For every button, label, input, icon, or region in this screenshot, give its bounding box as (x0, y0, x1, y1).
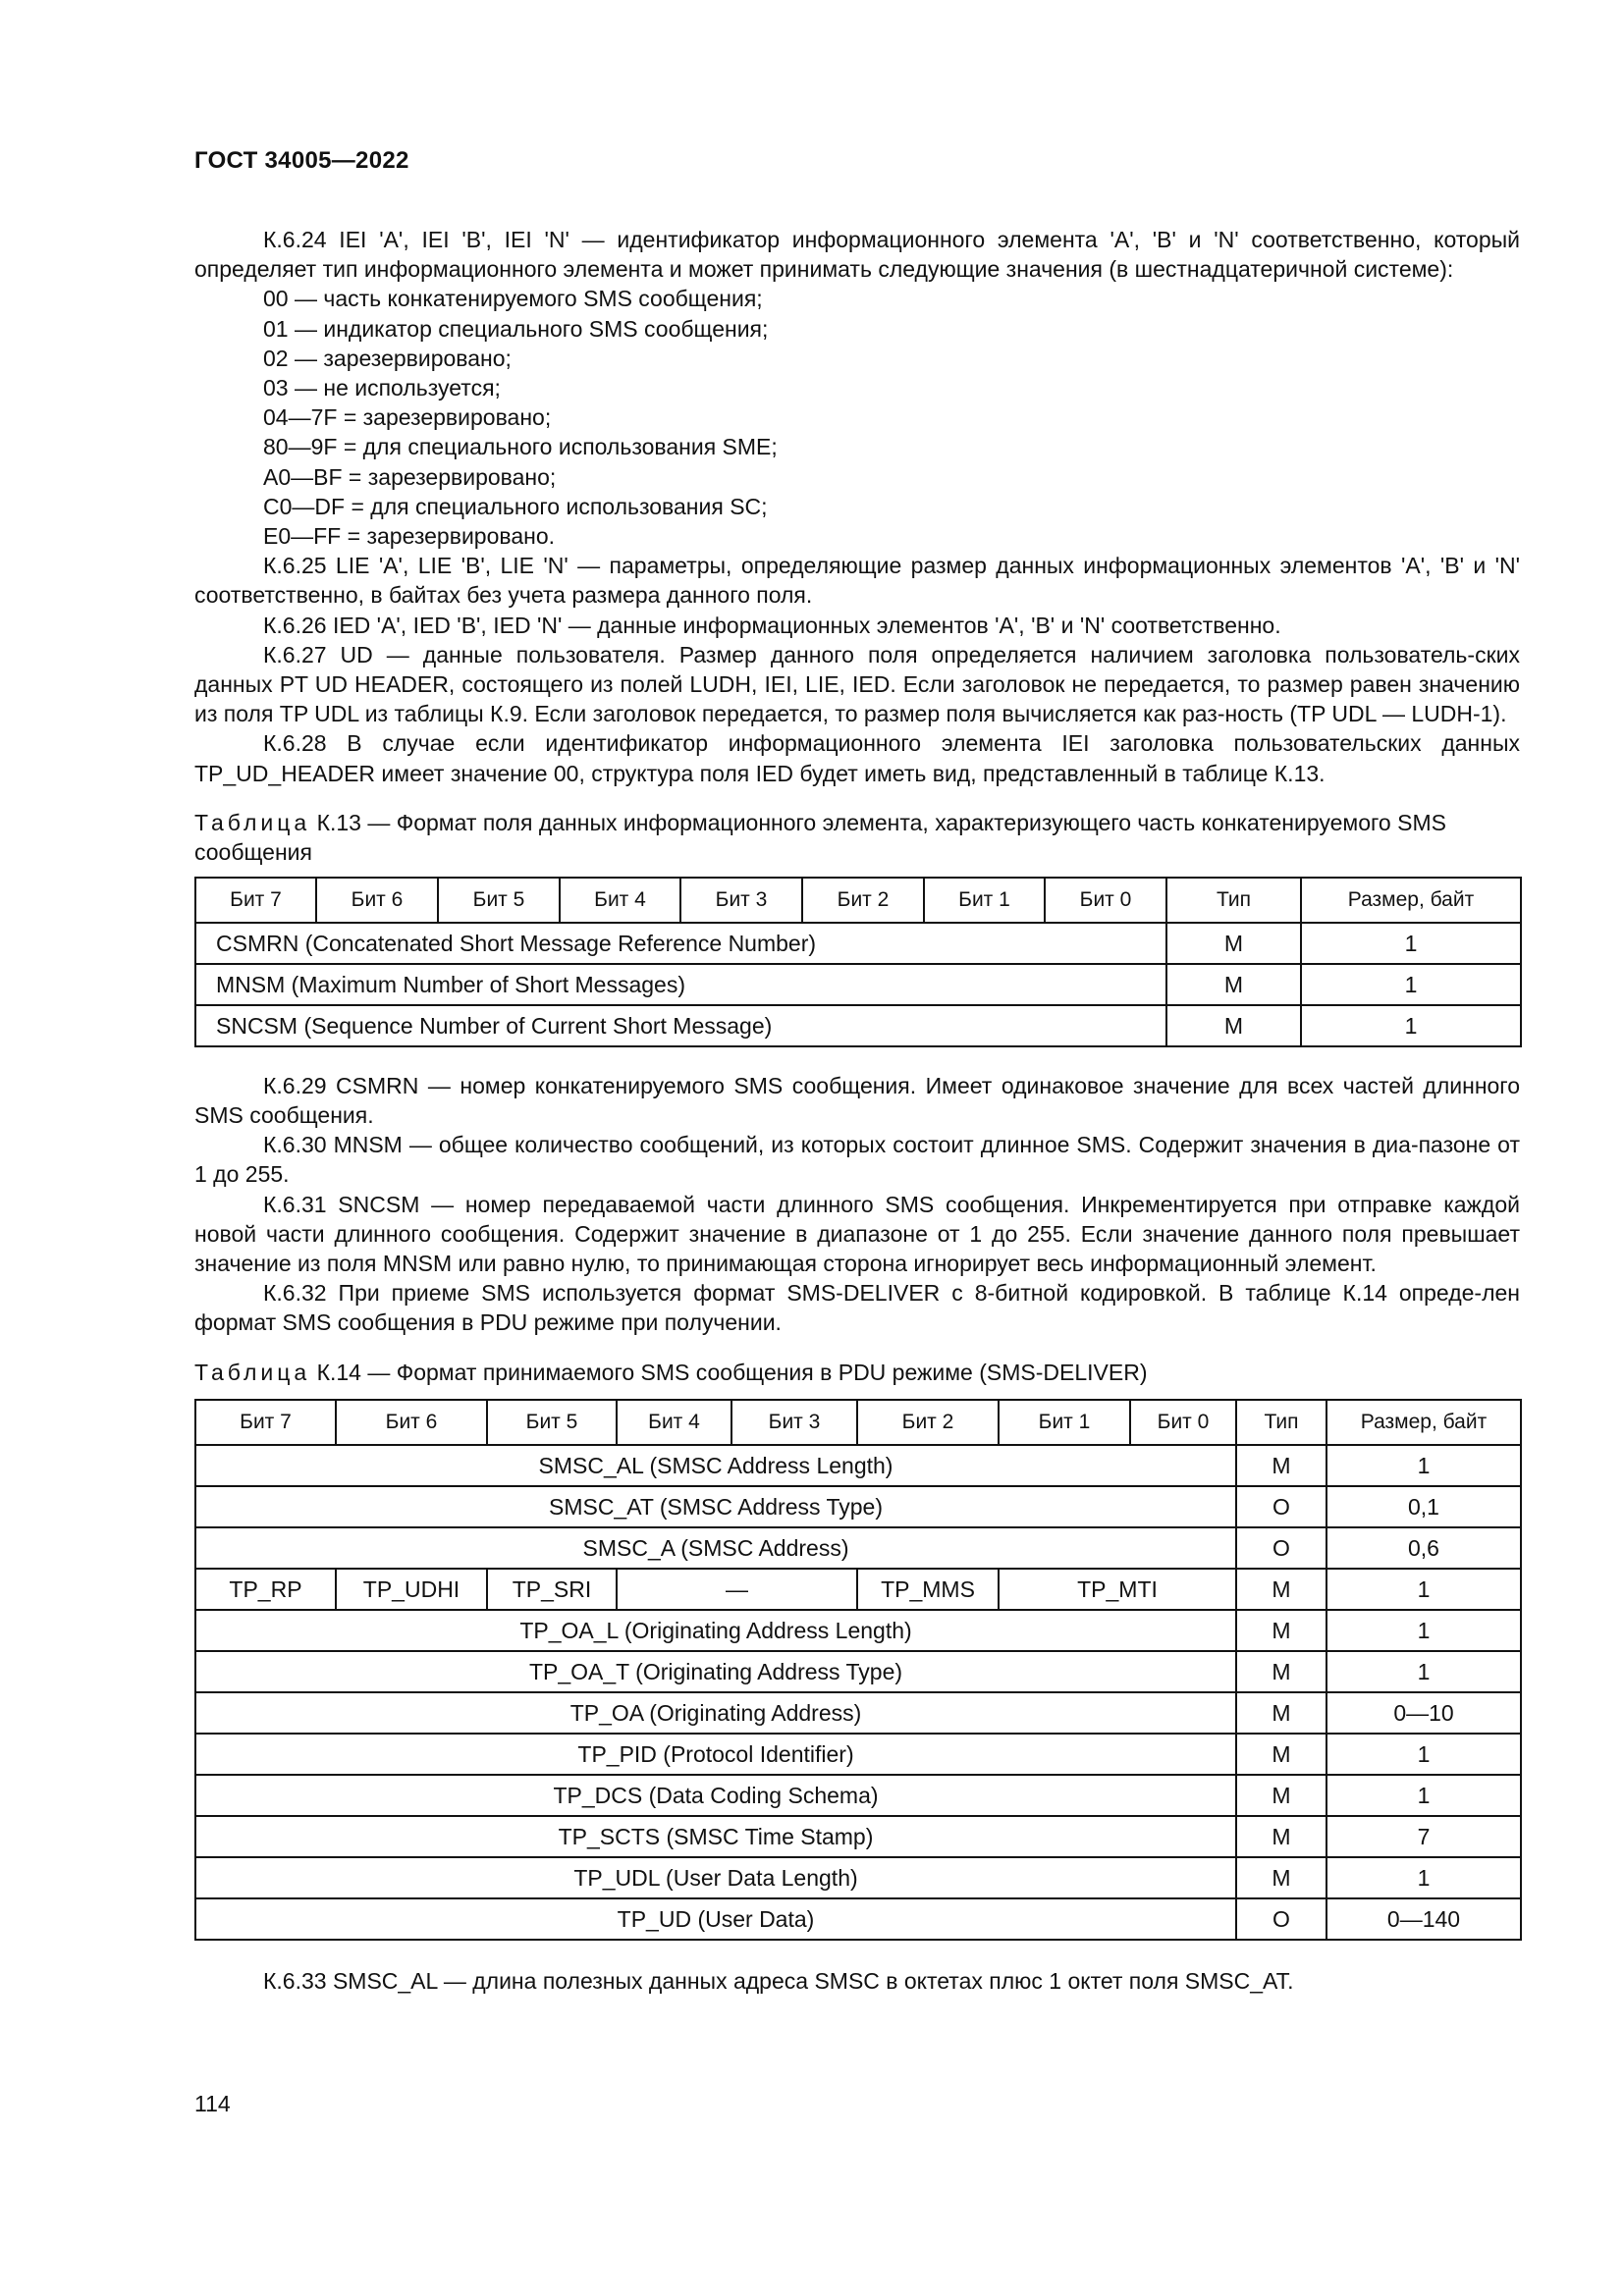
paragraph: К.6.29 CSMRN — номер конкатенируемого SMS сообщения. Имеет одинаковое значение для всех частей длинного SMS сообщения. (194, 1072, 1520, 1129)
document-body (194, 225, 1520, 1996)
table-13 (194, 877, 1522, 1047)
type-cell: M (1236, 1692, 1326, 1734)
paragraph: К.6.26 IED 'A', IED 'B', IED 'N' — данные информационных элементов 'A', 'B' и 'N' соответственно. (263, 612, 1281, 638)
table-row (195, 1816, 1521, 1857)
header-cell: Бит 5 (487, 1400, 617, 1445)
type-cell: O (1236, 1898, 1326, 1940)
size-cell: 7 (1326, 1816, 1521, 1857)
table-header-row (195, 1400, 1521, 1445)
header-cell: Бит 7 (195, 1400, 336, 1445)
table-row (195, 1610, 1521, 1651)
type-cell: M (1166, 923, 1301, 964)
type-cell: M (1236, 1734, 1326, 1775)
size-cell: 1 (1326, 1775, 1521, 1816)
table-row (195, 1527, 1521, 1569)
page-number: 114 (194, 2091, 231, 2116)
list-item: A0—BF = зарезервировано; (263, 463, 557, 490)
list-item: 03 — не используется; (263, 375, 501, 401)
size-cell: 1 (1326, 1857, 1521, 1898)
section-top-text (194, 225, 1520, 788)
bit-field-cell: TP_UDHI (336, 1569, 487, 1610)
type-cell: M (1236, 1445, 1326, 1486)
paragraph: К.6.33 SMSC_AL — длина полезных данных адреса SMSC в октетах плюс 1 октет поля SMSC_AT. (263, 1967, 1294, 1994)
table-row (195, 1486, 1521, 1527)
table-row (195, 1005, 1521, 1046)
size-cell: 1 (1326, 1445, 1521, 1486)
table-14 (194, 1399, 1522, 1941)
bit-field-cell: TP_MMS (857, 1569, 999, 1610)
size-cell: 1 (1301, 1005, 1521, 1046)
bit-field-cell: TP_SRI (487, 1569, 617, 1610)
size-cell: 0,6 (1326, 1527, 1521, 1569)
field-name-cell: TP_OA_T (Originating Address Type) (195, 1651, 1236, 1692)
header-cell: Бит 7 (195, 878, 316, 923)
table-14-caption (194, 1358, 1520, 1387)
table-row-bits (195, 1569, 1521, 1610)
bit-field-cell: TP_RP (195, 1569, 336, 1610)
size-cell: 1 (1326, 1734, 1521, 1775)
field-name-cell: TP_UD (User Data) (195, 1898, 1236, 1940)
table-row (195, 1445, 1521, 1486)
size-cell: 0—140 (1326, 1898, 1521, 1940)
paragraph: К.6.30 MNSM — общее количество сообщений, из которых состоит длинное SMS. Содержит значения в диа-пазоне от 1 до 255. (194, 1132, 1520, 1188)
size-cell: 1 (1301, 964, 1521, 1005)
field-name-cell: SMSC_A (SMSC Address) (195, 1527, 1236, 1569)
header-cell: Бит 1 (924, 878, 1045, 923)
size-cell: 1 (1326, 1569, 1521, 1610)
header-cell: Бит 4 (560, 878, 680, 923)
type-cell: M (1166, 1005, 1301, 1046)
field-name-cell: MNSM (Maximum Number of Short Messages) (195, 964, 1166, 1005)
paragraph: К.6.24 IEI 'A', IEI 'B', IEI 'N' — идентификатор информационного элемента 'A', 'B' и 'N' соответственно, который определяет тип информационного элемента и может принимать следующие значения (в шестнадцатеричной системе): (194, 227, 1520, 283)
list-item: 04—7F = зарезервировано; (263, 404, 552, 431)
table-13-caption (194, 808, 1520, 867)
header-cell: Бит 5 (438, 878, 560, 923)
header-cell: Бит 3 (680, 878, 802, 923)
type-cell: O (1236, 1527, 1326, 1569)
type-cell: M (1236, 1857, 1326, 1898)
size-cell: 1 (1326, 1651, 1521, 1692)
field-name-cell: TP_PID (Protocol Identifier) (195, 1734, 1236, 1775)
table-header-row (195, 878, 1521, 923)
size-cell: 0—10 (1326, 1692, 1521, 1734)
document-header: ГОСТ 34005—2022 (194, 147, 409, 174)
caption-word: Таблица (194, 809, 311, 835)
table-row (195, 964, 1521, 1005)
header-cell: Бит 3 (731, 1400, 857, 1445)
field-name-cell: CSMRN (Concatenated Short Message Reference Number) (195, 923, 1166, 964)
list-item: 02 — зарезервировано; (263, 345, 512, 371)
type-cell: O (1236, 1486, 1326, 1527)
size-cell: 1 (1301, 923, 1521, 964)
type-cell: M (1236, 1816, 1326, 1857)
type-cell: M (1236, 1610, 1326, 1651)
table-row (195, 1734, 1521, 1775)
list-item: 00 — часть конкатенируемого SMS сообщения; (263, 286, 763, 312)
caption-text: К.13 — Формат поля данных информационного элемента, характеризующего часть конкатенируемого SMS сообщения (194, 809, 1446, 865)
header-cell: Бит 4 (617, 1400, 731, 1445)
paragraph: К.6.27 UD — данные пользователя. Размер данного поля определяется наличием заголовка пользователь-ских данных PT UD HEADER, состоящего из полей LUDH, IEI, LIE, IED. Если заголовок не передается, то размер равен значению из поля TP UDL из таблицы К.9. Если заголовок передается, то размер поля вычисляется как раз-ность (TP UDL — LUDH-1). (194, 641, 1520, 727)
field-name-cell: SMSC_AT (SMSC Address Type) (195, 1486, 1236, 1527)
header-cell: Размер, байт (1326, 1400, 1521, 1445)
field-name-cell: TP_SCTS (SMSC Time Stamp) (195, 1816, 1236, 1857)
type-cell: M (1166, 964, 1301, 1005)
header-cell: Бит 1 (999, 1400, 1130, 1445)
caption-word: Таблица (194, 1359, 311, 1385)
field-name-cell: TP_UDL (User Data Length) (195, 1857, 1236, 1898)
field-name-cell: TP_DCS (Data Coding Schema) (195, 1775, 1236, 1816)
bit-field-cell: TP_MTI (999, 1569, 1236, 1610)
size-cell: 0,1 (1326, 1486, 1521, 1527)
field-name-cell: SMSC_AL (SMSC Address Length) (195, 1445, 1236, 1486)
type-cell: M (1236, 1569, 1326, 1610)
list-item: C0—DF = для специального использования SC; (263, 493, 768, 519)
header-cell: Бит 6 (316, 878, 438, 923)
field-name-cell: TP_OA (Originating Address) (195, 1692, 1236, 1734)
table-row (195, 1692, 1521, 1734)
header-cell: Бит 0 (1045, 878, 1166, 923)
table-row (195, 1775, 1521, 1816)
size-cell: 1 (1326, 1610, 1521, 1651)
paragraph: К.6.32 При приеме SMS используется формат SMS-DELIVER с 8-битной кодировкой. В таблице К.14 опреде-лен формат SMS сообщения в PDU режиме при получении. (194, 1280, 1520, 1336)
table-row (195, 1651, 1521, 1692)
bit-field-cell: — (617, 1569, 857, 1610)
type-cell: M (1236, 1775, 1326, 1816)
type-cell: M (1236, 1651, 1326, 1692)
header-cell: Тип (1236, 1400, 1326, 1445)
header-cell: Бит 6 (336, 1400, 487, 1445)
table-row (195, 1857, 1521, 1898)
header-cell: Тип (1166, 878, 1301, 923)
paragraph: К.6.25 LIE 'A', LIE 'B', LIE 'N' — параметры, определяющие размер данных информационных элементов 'A', 'B' и 'N' соответственно, в байтах без учета размера данного поля. (194, 553, 1520, 609)
list-item: 01 — индикатор специального SMS сообщения; (263, 315, 769, 342)
list-item: 80—9F = для специального использования SME; (263, 434, 778, 460)
section-bottom-text (194, 1966, 1520, 1996)
header-cell: Размер, байт (1301, 878, 1521, 923)
table-row (195, 1898, 1521, 1940)
table-row (195, 923, 1521, 964)
field-name-cell: TP_OA_L (Originating Address Length) (195, 1610, 1236, 1651)
header-cell: Бит 2 (857, 1400, 999, 1445)
section-mid-text (194, 1071, 1520, 1338)
header-cell: Бит 2 (802, 878, 924, 923)
field-name-cell: SNCSM (Sequence Number of Current Short Message) (195, 1005, 1166, 1046)
list-item: E0—FF = зарезервировано. (263, 523, 556, 550)
header-cell: Бит 0 (1130, 1400, 1236, 1445)
paragraph: К.6.28 В случае если идентификатор информационного элемента IEI заголовка пользовательских данных TP_UD_HEADER имеет значение 00, структура поля IED будет иметь вид, представленный в таблице К.13. (194, 730, 1520, 786)
caption-text: К.14 — Формат принимаемого SMS сообщения в PDU режиме (SMS-DELIVER) (316, 1359, 1148, 1385)
paragraph: К.6.31 SNCSM — номер передаваемой части длинного SMS сообщения. Инкрементируется при отправке каждой новой части длинного сообщения. Содержит значение в диапазоне от 1 до 255. Если значение данного поля превышает значение из поля MNSM или равно нулю, то принимающая сторона игнорирует весь информационный элемент. (194, 1191, 1520, 1277)
